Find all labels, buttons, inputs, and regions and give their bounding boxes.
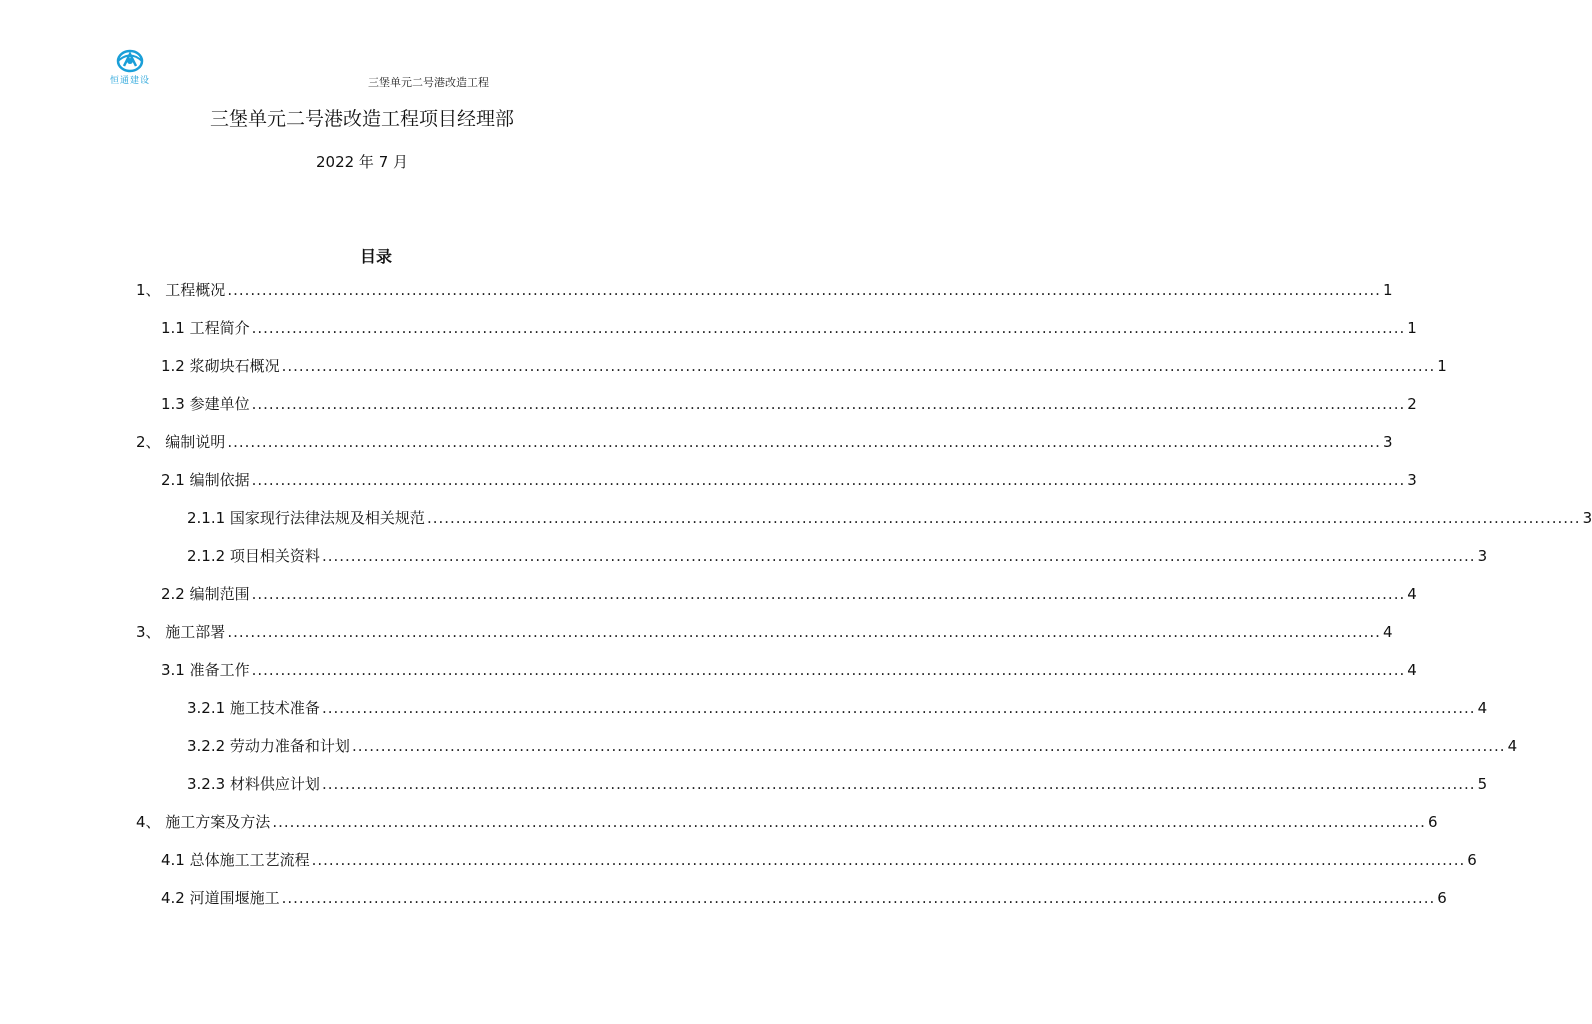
- toc-leader-dots: ........................................................................................................................................................................................................: [321, 547, 1476, 565]
- toc-leader-dots: ........................................................................................................................................................................................................: [251, 395, 1406, 413]
- logo-text: 恒通建设: [109, 76, 150, 86]
- toc-entry-label: 3、 施工部署: [136, 623, 226, 641]
- toc-leader-dots: ........................................................................................................................................................................................................: [281, 357, 1436, 375]
- toc-leader-dots: ........................................................................................................................................................................................................: [251, 585, 1406, 603]
- toc-entry-label: 1.2 浆砌块石概况: [161, 357, 280, 375]
- company-logo: [104, 48, 156, 90]
- toc-leader-dots: ........................................................................................................................................................................................................: [227, 281, 1381, 299]
- toc-entry-label: 1.1 工程简介: [161, 319, 250, 337]
- toc-leader-dots: ........................................................................................................................................................................................................: [251, 471, 1406, 489]
- toc-entry-label: 3.2.3 材料供应计划: [187, 775, 320, 793]
- toc-entry[interactable]: [136, 276, 1393, 300]
- running-header: 三堡单元二号港改造工程: [368, 76, 489, 89]
- toc-entry[interactable]: [187, 542, 1488, 566]
- toc-entry[interactable]: [136, 618, 1393, 642]
- toc-entry-page-number: 3: [1407, 471, 1417, 489]
- toc-entry[interactable]: [161, 884, 1447, 908]
- toc-entry[interactable]: [187, 770, 1488, 794]
- document-date: 2022 年 7 月: [315, 153, 409, 171]
- toc-entry-page-number: 2: [1407, 395, 1417, 413]
- toc-entry-label: 4、 施工方案及方法: [136, 813, 271, 831]
- toc-entry-page-number: 4: [1477, 699, 1488, 717]
- toc-entry-page-number: 1: [1437, 357, 1447, 375]
- toc-entry-page-number: 6: [1427, 813, 1438, 831]
- toc-leader-dots: ........................................................................................................................................................................................................: [227, 623, 1381, 641]
- toc-leader-dots: ........................................................................................................................................................................................................: [272, 813, 1426, 831]
- toc-entry[interactable]: [161, 466, 1417, 490]
- toc-entry-page-number: 1: [1382, 281, 1393, 299]
- toc-leader-dots: ........................................................................................................................................................................................................: [281, 889, 1436, 907]
- toc-entry-label: 4.2 河道围堰施工: [161, 889, 280, 907]
- toc-entry-page-number: 1: [1407, 319, 1417, 337]
- toc-entry[interactable]: [187, 732, 1518, 756]
- toc-entry-label: 1.3 参建单位: [161, 395, 250, 413]
- toc-entry[interactable]: [187, 504, 1592, 528]
- toc-leader-dots: ........................................................................................................................................................................................................: [351, 737, 1506, 755]
- toc-entry-page-number: 4: [1382, 623, 1393, 641]
- toc-entry[interactable]: [161, 352, 1447, 376]
- toc-entry[interactable]: [187, 694, 1488, 718]
- toc-heading: 目录: [359, 247, 392, 266]
- toc-entry-page-number: 5: [1477, 775, 1488, 793]
- toc-entry-label: 3.2.1 施工技术准备: [187, 699, 320, 717]
- toc-leader-dots: ........................................................................................................................................................................................................: [251, 319, 1406, 337]
- toc-entry-label: 2、 编制说明: [136, 433, 226, 451]
- toc-entry-label: 4.1 总体施工工艺流程: [161, 851, 310, 869]
- toc-entry-page-number: 6: [1437, 889, 1447, 907]
- toc-entry-page-number: 3: [1477, 547, 1488, 565]
- toc-entry-page-number: 4: [1507, 737, 1518, 755]
- toc-entry-label: 2.1.1 国家现行法律法规及相关规范: [187, 509, 425, 527]
- toc-entry-label: 3.2.2 劳动力准备和计划: [187, 737, 350, 755]
- toc-entry[interactable]: [161, 580, 1417, 604]
- toc-leader-dots: ........................................................................................................................................................................................................: [426, 509, 1581, 527]
- toc-entry-label: 1、 工程概况: [136, 281, 226, 299]
- toc-entry-page-number: 3: [1582, 509, 1592, 527]
- toc-entry[interactable]: [136, 428, 1393, 452]
- document-title: 三堡单元二号港改造工程项目经理部: [209, 108, 514, 130]
- toc-entry[interactable]: [161, 314, 1417, 338]
- toc-entry[interactable]: [136, 808, 1438, 832]
- toc-entry-page-number: 3: [1382, 433, 1393, 451]
- toc-leader-dots: ........................................................................................................................................................................................................: [311, 851, 1466, 869]
- toc-entry-label: 2.1.2 项目相关资料: [187, 547, 320, 565]
- toc-entry[interactable]: [161, 846, 1477, 870]
- toc-entry-page-number: 6: [1467, 851, 1477, 869]
- toc-entry-label: 3.1 准备工作: [161, 661, 250, 679]
- toc-leader-dots: ........................................................................................................................................................................................................: [321, 699, 1476, 717]
- logo-emblem-icon: [104, 48, 156, 74]
- toc-leader-dots: ........................................................................................................................................................................................................: [251, 661, 1406, 679]
- toc-entry-label: 2.2 编制范围: [161, 585, 250, 603]
- toc-entry[interactable]: [161, 390, 1417, 414]
- toc-leader-dots: ........................................................................................................................................................................................................: [321, 775, 1476, 793]
- toc-leader-dots: ........................................................................................................................................................................................................: [227, 433, 1381, 451]
- toc-entry-page-number: 4: [1407, 585, 1417, 603]
- toc-entry[interactable]: [161, 656, 1417, 680]
- toc-entry-label: 2.1 编制依据: [161, 471, 250, 489]
- toc-entry-page-number: 4: [1407, 661, 1417, 679]
